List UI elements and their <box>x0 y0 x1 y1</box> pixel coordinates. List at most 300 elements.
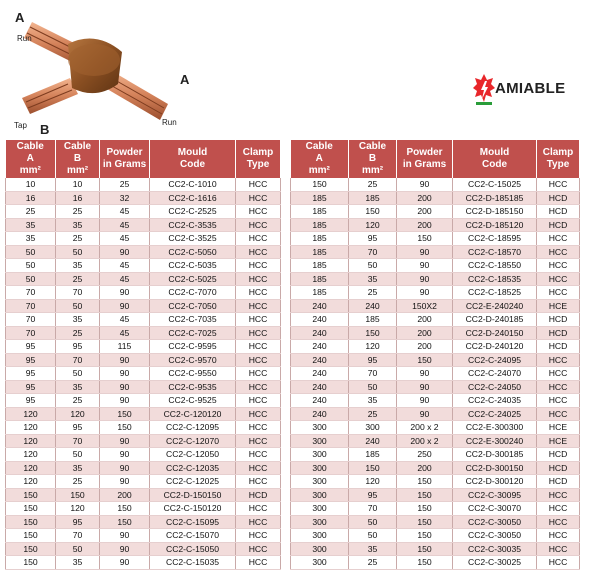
table-row <box>6 299 281 313</box>
table-cell: CC2-C-15035 <box>150 556 236 570</box>
table-cell: 90 <box>100 286 150 300</box>
table-cell: HCC <box>236 340 281 354</box>
table-cell: 185 <box>349 448 397 462</box>
table-cell: 150 <box>291 178 349 191</box>
table-cell: 240 <box>349 299 397 313</box>
table-cell: HCD <box>537 218 580 232</box>
table-cell: 95 <box>56 515 100 529</box>
column-header-line: A <box>315 153 323 164</box>
table-cell: CC2-C-30070 <box>453 502 537 516</box>
header-row <box>291 140 580 178</box>
table-cell: 50 <box>56 542 100 556</box>
table-header-right <box>291 140 580 178</box>
logo-text: AMIABLE <box>495 80 566 97</box>
column-header <box>100 140 150 178</box>
tap-cable <box>22 78 78 114</box>
table-cell: 150 <box>100 515 150 529</box>
header-row <box>6 140 281 178</box>
table-cell: 90 <box>100 299 150 313</box>
table-cell: CC2-C-18535 <box>453 272 537 286</box>
column-header <box>349 140 397 178</box>
table-cell: 90 <box>100 475 150 489</box>
table-cell: CC2-C-5050 <box>150 245 236 259</box>
logo-mark-icon <box>473 72 495 108</box>
table-cell: CC2-C-24070 <box>453 367 537 381</box>
table-cell: 150 <box>349 205 397 219</box>
table-row <box>6 313 281 327</box>
table-cell: 10 <box>6 178 56 191</box>
label-a-top: A <box>15 10 25 25</box>
table-cell: 25 <box>56 475 100 489</box>
table-row <box>6 407 281 421</box>
label-b: B <box>40 122 50 137</box>
table-cell: 240 <box>291 394 349 408</box>
table-cell: CC2-C-30050 <box>453 529 537 543</box>
table-cell: CC2-C-15050 <box>150 542 236 556</box>
table-row <box>291 515 580 529</box>
table-cell: CC2-D-185150 <box>453 205 537 219</box>
table-cell: HCC <box>236 218 281 232</box>
table-cell: HCC <box>537 259 580 273</box>
table-cell: CC2-D-240185 <box>453 313 537 327</box>
table-cell: 35 <box>56 380 100 394</box>
table-cell: HCC <box>236 286 281 300</box>
table-row <box>291 340 580 354</box>
column-header-line: Mould <box>479 147 510 158</box>
table-row <box>6 502 281 516</box>
table-cell: 150 <box>6 556 56 570</box>
table-cell: 90 <box>397 178 453 191</box>
table-cell: HCC <box>236 542 281 556</box>
column-header <box>453 140 537 178</box>
table-cell: 90 <box>100 245 150 259</box>
column-header-line: A <box>26 153 34 164</box>
table-row <box>6 218 281 232</box>
table-cell: HCC <box>236 434 281 448</box>
table-cell: 50 <box>56 299 100 313</box>
table-cell: HCE <box>537 421 580 435</box>
table-cell: HCD <box>537 191 580 205</box>
table-cell: HCC <box>537 488 580 502</box>
table-cell: 150 <box>56 488 100 502</box>
table-cell: CC2-C-150120 <box>150 502 236 516</box>
table-cell: 45 <box>100 205 150 219</box>
column-header-line: Mould <box>177 147 208 158</box>
table-cell: 50 <box>6 259 56 273</box>
table-cell: CC2-C-12050 <box>150 448 236 462</box>
table-row <box>6 232 281 246</box>
table-cell: CC2-D-185120 <box>453 218 537 232</box>
table-cell: CC2-C-24035 <box>453 394 537 408</box>
table-cell: 150 <box>397 529 453 543</box>
table-cell: 150 <box>100 407 150 421</box>
table-row <box>6 434 281 448</box>
table-cell: CC2-C-7035 <box>150 313 236 327</box>
cable-joint-illustration <box>0 0 200 145</box>
table-cell: 95 <box>349 232 397 246</box>
table-cell: CC2-C-2525 <box>150 205 236 219</box>
table-cell: CC2-C-18550 <box>453 259 537 273</box>
table-cell: 150 <box>397 488 453 502</box>
table-row <box>291 326 580 340</box>
table-cell: HCC <box>537 542 580 556</box>
table-cell: HCC <box>236 407 281 421</box>
table-row <box>291 299 580 313</box>
amiable-logo <box>473 72 583 108</box>
table-cell: 120 <box>6 421 56 435</box>
table-cell: 35 <box>349 394 397 408</box>
table-cell: 25 <box>349 178 397 191</box>
table-cell: 90 <box>397 259 453 273</box>
label-tap: Tap <box>14 121 27 130</box>
label-run-top: Run <box>17 34 32 43</box>
table-row <box>291 259 580 273</box>
table-row <box>6 367 281 381</box>
table-row <box>291 205 580 219</box>
table-cell: 120 <box>56 502 100 516</box>
table-cell: 95 <box>349 353 397 367</box>
table-body-left <box>6 178 281 569</box>
table-cell: HCC <box>537 353 580 367</box>
table-cell: CC2-C-30035 <box>453 542 537 556</box>
column-header-line: mm² <box>308 165 330 176</box>
table-row <box>6 326 281 340</box>
table-cell: 16 <box>56 191 100 205</box>
table-cell: CC2-C-15025 <box>453 178 537 191</box>
table-cell: CC2-C-18595 <box>453 232 537 246</box>
table-cell: CC2-C-30095 <box>453 488 537 502</box>
table-cell: 120 <box>6 448 56 462</box>
table-cell: 150 <box>397 502 453 516</box>
table-cell: 300 <box>291 475 349 489</box>
table-cell: 45 <box>100 232 150 246</box>
table-cell: 150 <box>100 502 150 516</box>
table-cell: 150 <box>397 542 453 556</box>
table-cell: HCC <box>537 556 580 570</box>
table-cell: 70 <box>6 313 56 327</box>
table-row <box>6 556 281 570</box>
table-cell: HCC <box>537 178 580 191</box>
table-cell: 45 <box>100 272 150 286</box>
table-cell: HCC <box>236 394 281 408</box>
table-cell: 90 <box>397 272 453 286</box>
table-cell: CC2-C-9595 <box>150 340 236 354</box>
table-row <box>291 488 580 502</box>
table-cell: 240 <box>349 434 397 448</box>
table-cell: 250 <box>397 448 453 462</box>
table-cell: CC2-C-9550 <box>150 367 236 381</box>
table-cell: 300 <box>291 529 349 543</box>
table-cell: 300 <box>291 515 349 529</box>
table-cell: HCC <box>236 515 281 529</box>
table-cell: 50 <box>56 367 100 381</box>
table-cell: 70 <box>6 286 56 300</box>
table-cell: HCD <box>537 461 580 475</box>
table-cell: CC2-D-150150 <box>150 488 236 502</box>
table-cell: CC2-C-9570 <box>150 353 236 367</box>
table-row <box>6 529 281 543</box>
table-row <box>6 475 281 489</box>
table-cell: 120 <box>6 461 56 475</box>
table-cell: HCC <box>236 502 281 516</box>
table-cell: CC2-D-240150 <box>453 326 537 340</box>
table-cell: CC2-D-300120 <box>453 475 537 489</box>
table-cell: 35 <box>56 313 100 327</box>
table-cell: CC2-C-7050 <box>150 299 236 313</box>
table-cell: 95 <box>56 340 100 354</box>
column-header <box>56 140 100 178</box>
table-row <box>291 448 580 462</box>
table-cell: 10 <box>56 178 100 191</box>
table-cell: 185 <box>349 313 397 327</box>
table-cell: CC2-C-12035 <box>150 461 236 475</box>
table-cell: CC2-C-12025 <box>150 475 236 489</box>
column-header-line: Clamp <box>242 147 274 158</box>
table-cell: HCD <box>537 326 580 340</box>
table-cell: CC2-C-24025 <box>453 407 537 421</box>
table-cell: 150 <box>397 556 453 570</box>
table-cell: HCC <box>236 461 281 475</box>
table-row <box>291 232 580 246</box>
table-cell: CC2-C-1616 <box>150 191 236 205</box>
table-cell: 90 <box>100 542 150 556</box>
table-cell: 150 <box>349 461 397 475</box>
table-cell: CC2-D-300185 <box>453 448 537 462</box>
table-cell: 200 <box>397 191 453 205</box>
table-cell: 25 <box>6 205 56 219</box>
table-cell: CC2-D-185185 <box>453 191 537 205</box>
table-cell: 115 <box>100 340 150 354</box>
table-cell: HCC <box>236 326 281 340</box>
table-cell: HCD <box>537 448 580 462</box>
table-cell: 90 <box>397 286 453 300</box>
table-cell: CC2-C-3535 <box>150 218 236 232</box>
column-header-line: B <box>73 153 82 164</box>
column-header-line: mm² <box>19 165 41 176</box>
table-cell: 240 <box>291 313 349 327</box>
column-header-line: Cable <box>305 141 333 152</box>
table-cell: 300 <box>291 502 349 516</box>
table-cell: 120 <box>56 407 100 421</box>
table-body-right <box>291 178 580 569</box>
table-row <box>291 542 580 556</box>
table-cell: 240 <box>291 299 349 313</box>
table-cell: 95 <box>6 353 56 367</box>
table-cell: 35 <box>56 556 100 570</box>
table-cell: 25 <box>349 407 397 421</box>
column-header-line: Cable <box>63 141 92 152</box>
table-cell: 120 <box>349 475 397 489</box>
column-header-line: Code <box>180 159 205 170</box>
table-cell: 120 <box>6 407 56 421</box>
column-header-line: mm² <box>361 165 384 176</box>
table-cell: 150 <box>397 353 453 367</box>
table-row <box>291 407 580 421</box>
table-row <box>6 448 281 462</box>
table-cell: 200 <box>397 205 453 219</box>
table-row <box>291 191 580 205</box>
table-cell: 95 <box>6 367 56 381</box>
table-row <box>291 556 580 570</box>
table-cell: HCC <box>236 353 281 367</box>
table-cell: 200 x 2 <box>397 421 453 435</box>
table-cell: 35 <box>349 272 397 286</box>
table-cell: 120 <box>6 434 56 448</box>
table-cell: 185 <box>291 191 349 205</box>
table-cell: HCC <box>236 232 281 246</box>
label-a-right: A <box>180 72 190 87</box>
table-cell: 25 <box>56 394 100 408</box>
table-cell: 25 <box>56 232 100 246</box>
table-cell: HCC <box>537 380 580 394</box>
table-cell: 185 <box>291 205 349 219</box>
table-cell: 16 <box>6 191 56 205</box>
table-row <box>291 394 580 408</box>
table-row <box>291 380 580 394</box>
table-cell: HCC <box>236 475 281 489</box>
table-cell: 90 <box>100 556 150 570</box>
table-cell: HCC <box>236 380 281 394</box>
table-cell: CC2-C-3525 <box>150 232 236 246</box>
table-cell: 240 <box>291 407 349 421</box>
table-row <box>6 515 281 529</box>
table-cell: 45 <box>100 218 150 232</box>
table-cell: 185 <box>291 259 349 273</box>
table-cell: 240 <box>291 367 349 381</box>
table-row <box>291 461 580 475</box>
table-cell: 90 <box>100 394 150 408</box>
table-cell: HCC <box>236 529 281 543</box>
table-row <box>291 434 580 448</box>
table-row <box>291 272 580 286</box>
table-cell: CC2-C-24050 <box>453 380 537 394</box>
column-header-line: in Grams <box>102 159 147 170</box>
weld-body <box>68 39 122 94</box>
table-cell: 25 <box>56 272 100 286</box>
table-cell: 300 <box>291 461 349 475</box>
table-cell: 150 <box>6 529 56 543</box>
table-cell: CC2-C-120120 <box>150 407 236 421</box>
table-cell: 90 <box>100 367 150 381</box>
table-cell: 90 <box>100 434 150 448</box>
table-header-left <box>6 140 281 178</box>
table-cell: 120 <box>349 218 397 232</box>
table-cell: 200 <box>397 461 453 475</box>
table-row <box>6 259 281 273</box>
table-cell: 185 <box>291 286 349 300</box>
table-cell: 35 <box>56 461 100 475</box>
table-cell: CC2-C-9525 <box>150 394 236 408</box>
table-cell: 200 <box>397 313 453 327</box>
column-header-line: in Grams <box>402 159 447 170</box>
table-row <box>291 367 580 381</box>
column-header-line: Cable <box>358 141 387 152</box>
table-cell: 90 <box>397 245 453 259</box>
table-cell: HCC <box>537 394 580 408</box>
column-header <box>236 140 281 178</box>
table-row <box>6 205 281 219</box>
table-cell: HCC <box>236 245 281 259</box>
table-cell: CC2-E-240240 <box>453 299 537 313</box>
column-header-line: Type <box>546 159 570 170</box>
table-cell: 70 <box>56 286 100 300</box>
column-header-line: Powder <box>406 147 443 158</box>
table-cell: 185 <box>291 232 349 246</box>
table-cell: 150 <box>397 475 453 489</box>
table-cell: 300 <box>291 556 349 570</box>
column-header-line: B <box>368 153 377 164</box>
table-cell: HCC <box>236 556 281 570</box>
table-row <box>291 178 580 191</box>
table-cell: 90 <box>100 353 150 367</box>
table-cell: 300 <box>291 421 349 435</box>
table-cell: 95 <box>6 380 56 394</box>
table-cell: 240 <box>291 326 349 340</box>
table-cell: 150 <box>6 542 56 556</box>
table-cell: 95 <box>6 394 56 408</box>
table-cell: 90 <box>397 394 453 408</box>
table-cell: 70 <box>56 434 100 448</box>
table-cell: 200 x 2 <box>397 434 453 448</box>
table-cell: 50 <box>349 259 397 273</box>
table-cell: HCC <box>236 367 281 381</box>
specs-table-right <box>290 140 580 570</box>
table-cell: CC2-C-15070 <box>150 529 236 543</box>
table-row <box>6 488 281 502</box>
table-cell: HCC <box>537 232 580 246</box>
table-cell: 200 <box>100 488 150 502</box>
column-header-line: Code <box>482 159 507 170</box>
table-cell: CC2-C-12070 <box>150 434 236 448</box>
table-cell: 185 <box>291 218 349 232</box>
label-run-right: Run <box>162 118 177 127</box>
table-row <box>291 218 580 232</box>
table-row <box>6 272 281 286</box>
column-header-line: Cable <box>16 141 44 152</box>
table-cell: 240 <box>291 380 349 394</box>
table-cell: 45 <box>100 326 150 340</box>
table-cell: 150 <box>397 515 453 529</box>
table-row <box>6 380 281 394</box>
table-row <box>6 245 281 259</box>
table-cell: HCC <box>537 515 580 529</box>
table-cell: HCE <box>537 299 580 313</box>
table-cell: HCC <box>236 448 281 462</box>
table-cell: HCC <box>236 313 281 327</box>
table-cell: HCE <box>537 434 580 448</box>
table-row <box>291 475 580 489</box>
column-header <box>291 140 349 178</box>
table-cell: HCC <box>537 286 580 300</box>
column-header <box>397 140 453 178</box>
table-row <box>6 191 281 205</box>
table-cell: CC2-C-24095 <box>453 353 537 367</box>
table-cell: 70 <box>349 502 397 516</box>
column-header <box>150 140 236 178</box>
table-cell: 45 <box>100 259 150 273</box>
table-cell: HCC <box>537 407 580 421</box>
table-cell: 35 <box>56 218 100 232</box>
table-cell: 70 <box>56 529 100 543</box>
table-cell: 200 <box>397 326 453 340</box>
table-cell: 300 <box>291 434 349 448</box>
table-row <box>291 353 580 367</box>
table-cell: CC2-C-1010 <box>150 178 236 191</box>
table-cell: 50 <box>6 245 56 259</box>
table-cell: CC2-D-300150 <box>453 461 537 475</box>
table-cell: 300 <box>291 542 349 556</box>
table-cell: 35 <box>6 218 56 232</box>
